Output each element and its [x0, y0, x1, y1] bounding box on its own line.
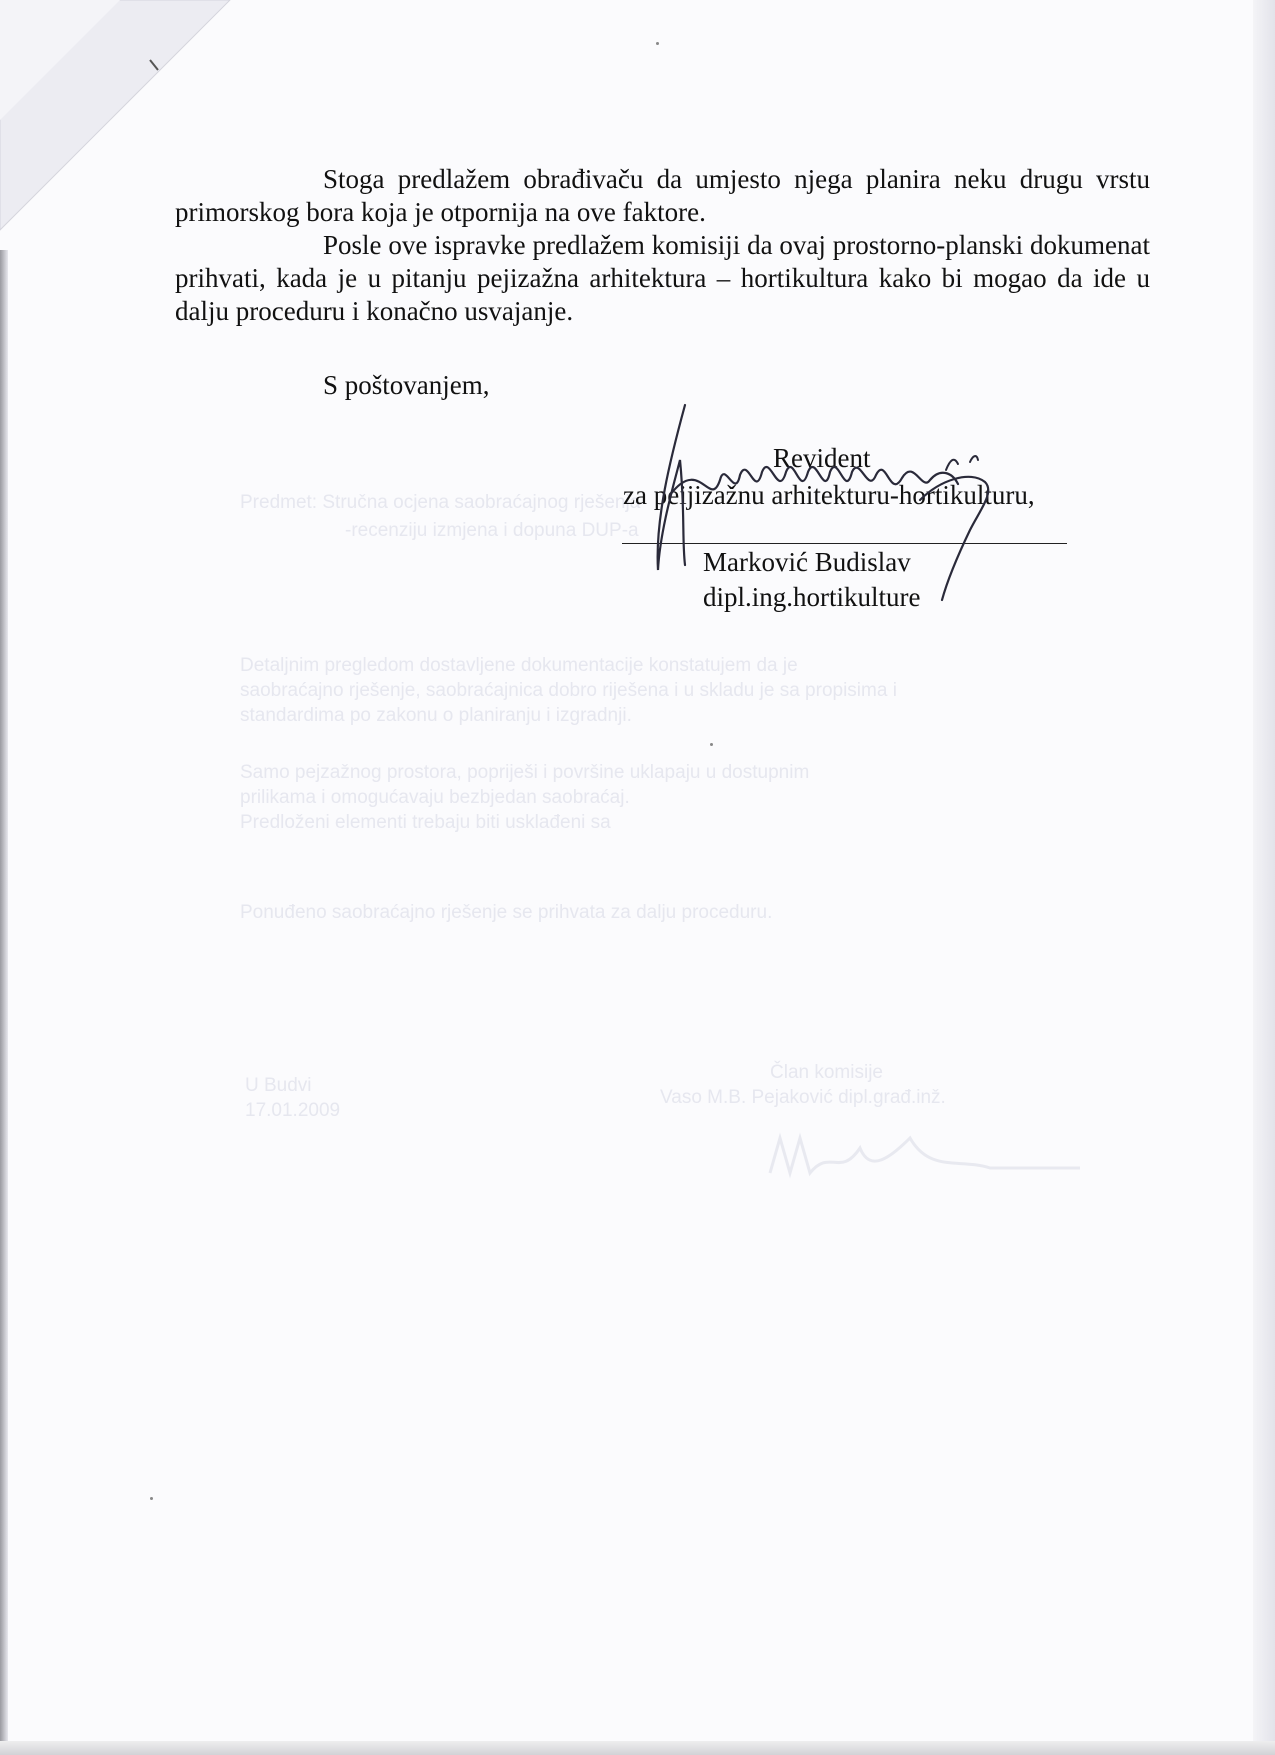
handwritten-signature [640, 400, 1040, 610]
speck [656, 42, 659, 45]
signatory-degree: dipl.ing.hortikulture [703, 582, 921, 612]
ghost-line: Ponuđeno saobraćajno rješenje se prihvata za dalju proceduru. [240, 902, 773, 923]
ghost-line: 17.01.2009 [245, 1100, 341, 1121]
ghost-line: Detaljnim pregledom dostavljene dokumentacije konstatujem da je [240, 655, 798, 676]
speck [150, 1497, 153, 1500]
ghost-line: Predmet: Stručna ocjena saobraćajnog rješenja [240, 492, 641, 513]
closing-salutation: S poštovanjem, [323, 370, 490, 400]
signatory-role: za peijizažnu arhitekturu-hortikulturu, [623, 480, 1035, 510]
page-bottom-edge-shadow [0, 1741, 1275, 1755]
ghost-line: saobraćajno rješenje, saobraćajnica dobro riješena i u skladu je sa propisima i [240, 680, 897, 701]
letter-paragraph: Stoga predlažem obrađivaču da umjesto njega planira neku drugu vrstu primorskog bora koja je otpornija na ove faktore. [175, 164, 1150, 227]
ghost-line: -recenziju izmjena i dopuna DUP-a [345, 520, 639, 541]
ghost-signature [760, 1118, 1090, 1188]
letter-paragraph: Posle ove ispravke predlažem komisiji da ovaj prostorno-planski dokumenat prihvati, kada je u pitanju pejizažna arhitektura – hortikultura kako bi mogao da ide u dalju proceduru i konačno usvajanje. [175, 230, 1150, 326]
signatory-title: Revident [773, 443, 871, 473]
ghost-line: Član komisije [770, 1062, 883, 1083]
ghost-line: prilikama i omogućavaju bezbjedan saobraćaj. [240, 787, 630, 808]
speck [710, 743, 713, 746]
ghost-line: standardima po zakonu o planiranju i izgradnji. [240, 705, 632, 726]
page-right-edge-shadow [1253, 0, 1275, 1755]
ghost-line: U Budvi [245, 1075, 312, 1096]
ghost-line: Predloženi elementi trebaju biti usklađeni sa [240, 812, 611, 833]
page-left-edge-shadow [0, 250, 8, 1755]
ghost-line: Vaso M.B. Pejaković dipl.građ.inž. [660, 1087, 946, 1108]
ghost-line: Samo pejzažnog prostora, popriješi i površine uklapaju u dostupnim [240, 762, 810, 783]
signatory-name: Marković Budislav [703, 547, 911, 577]
